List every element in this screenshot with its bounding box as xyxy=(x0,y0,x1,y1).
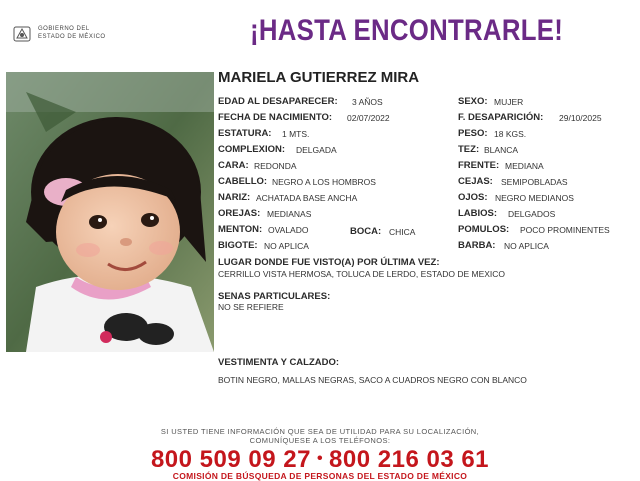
pomulos-value: POCO PROMINENTES xyxy=(520,225,610,235)
contact-info-line-2: COMUNÍQUESE A LOS TELÉFONOS: xyxy=(249,436,391,445)
ojos-label: OJOS: xyxy=(458,192,488,203)
ojos-value: NEGRO MEDIANOS xyxy=(495,193,574,203)
cara-label: CARA: xyxy=(218,160,249,171)
frente-label: FRENTE: xyxy=(458,160,500,171)
headline: ¡HASTA ENCONTRARLE! xyxy=(250,14,564,47)
cara-value: REDONDA xyxy=(254,161,297,171)
person-name: MARIELA GUTIERREZ MIRA xyxy=(218,69,420,86)
barba-label: BARBA: xyxy=(458,240,496,251)
cejas-value: SEMIPOBLADAS xyxy=(501,177,568,187)
bullet-separator: • xyxy=(316,450,324,467)
estatura-label: ESTATURA: xyxy=(218,128,272,139)
orejas-label: OREJAS: xyxy=(218,208,261,219)
commission-name: COMISIÓN DE BÚSQUEDA DE PERSONAS DEL ESTADO DE MÉXICO xyxy=(172,471,468,481)
labios-value: DELGADOS xyxy=(508,209,556,219)
complexion-label: COMPLEXION: xyxy=(218,144,286,155)
sexo-label: SEXO: xyxy=(458,96,488,107)
edad-label: EDAD AL DESAPARECER: xyxy=(218,96,338,107)
tez-value: BLANCA xyxy=(484,145,519,155)
gov-line-2: ESTADO DE MÉXICO xyxy=(38,34,106,40)
government-logo xyxy=(8,22,118,46)
orejas-value: MEDIANAS xyxy=(267,209,312,219)
nariz-value: ACHATADA BASE ANCHA xyxy=(256,193,358,203)
phone-numbers xyxy=(0,446,640,474)
gov-line-1: GOBIERNO DEL xyxy=(38,26,90,32)
sexo-value: MUJER xyxy=(494,97,524,107)
boca-value: CHICA xyxy=(389,227,416,237)
fecha-nac-value: 02/07/2022 xyxy=(347,113,390,123)
cejas-label: CEJAS: xyxy=(458,176,493,187)
last-seen-value: CERRILLO VISTA HERMOSA, TOLUCA DE LERDO, ESTADO DE MEXICO xyxy=(218,269,506,279)
nariz-label: NARIZ: xyxy=(218,192,251,203)
missing-person-photo xyxy=(6,72,214,352)
peso-label: PESO: xyxy=(458,128,488,139)
clothing-value: BOTIN NEGRO, MALLAS NEGRAS, SACO A CUADROS NEGRO CON BLANCO xyxy=(218,375,527,385)
edad-value: 3 AÑOS xyxy=(352,97,383,107)
menton-label: MENTON: xyxy=(218,224,263,235)
labios-label: LABIOS: xyxy=(458,208,498,219)
bigote-value: NO APLICA xyxy=(264,241,309,251)
estatura-value: 1 MTS. xyxy=(282,129,310,139)
barba-value: NO APLICA xyxy=(504,241,549,251)
clothing-label: VESTIMENTA Y CALZADO: xyxy=(218,357,340,368)
contact-info-line-1: SI USTED TIENE INFORMACIÓN QUE SEA DE UTILIDAD PARA SU LOCALIZACIÓN, xyxy=(160,427,480,436)
marks-value: NO SE REFIERE xyxy=(218,302,284,312)
frente-value: MEDIANA xyxy=(505,161,544,171)
cabello-value: NEGRO A LOS HOMBROS xyxy=(272,177,376,187)
f-desap-value: 29/10/2025 xyxy=(559,113,602,123)
marks-label: SENAS PARTICULARES: xyxy=(218,291,331,302)
boca-label: BOCA: xyxy=(350,226,382,237)
menton-value: OVALADO xyxy=(268,225,309,235)
cabello-label: CABELLO: xyxy=(218,176,268,187)
fecha-nac-label: FECHA DE NACIMIENTO: xyxy=(218,112,332,123)
peso-value: 18 KGS. xyxy=(494,129,527,139)
bigote-label: BIGOTE: xyxy=(218,240,258,251)
child-portrait-image xyxy=(6,72,214,352)
tez-label: TEZ: xyxy=(458,144,480,155)
pomulos-label: POMULOS: xyxy=(458,224,510,235)
f-desap-label: F. DESAPARICIÓN: xyxy=(458,112,544,123)
state-crest-icon xyxy=(12,24,32,44)
phone-number-2[interactable]: 800 216 03 61 xyxy=(329,446,490,473)
complexion-value: DELGADA xyxy=(296,145,337,155)
last-seen-label: LUGAR DONDE FUE VISTO(A) POR ÚLTIMA VEZ: xyxy=(218,257,440,268)
phone-number-1[interactable]: 800 509 09 27 xyxy=(150,446,311,473)
